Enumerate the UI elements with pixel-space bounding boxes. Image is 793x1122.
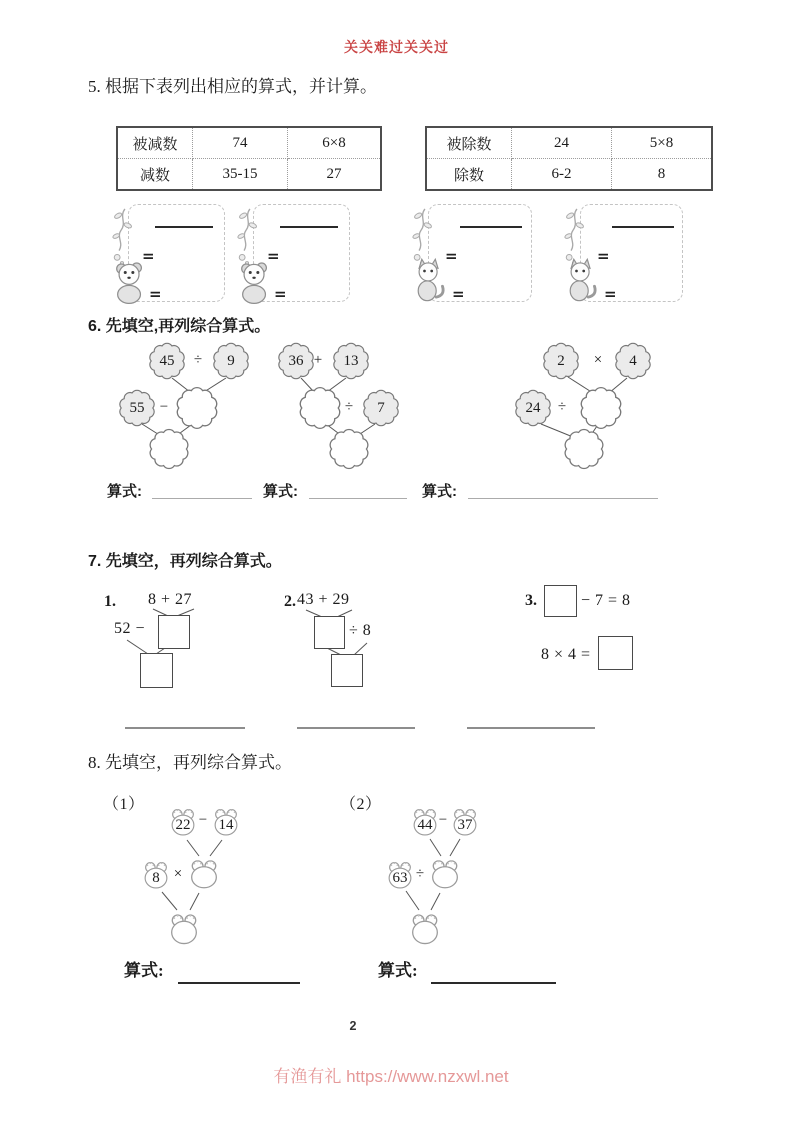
q5-table-division: [425, 126, 713, 191]
item-number: （1）: [103, 796, 145, 813]
flower-bubble-filled: 7: [361, 388, 401, 428]
frog-bubble-filled: 63: [385, 859, 415, 891]
flower-bubble-blank[interactable]: [578, 385, 624, 431]
flower-bubble-filled: 45: [147, 341, 187, 381]
table-cell: 8: [612, 159, 713, 191]
equals-sign: =: [267, 247, 280, 265]
puppy-icon: [111, 259, 149, 305]
expression-label: 算式:: [422, 483, 457, 500]
q6-title: 6. 先填空,再列综合算式。: [88, 318, 271, 335]
expression-label: 算式:: [263, 483, 298, 500]
expression-text: ÷ 8: [349, 622, 372, 639]
flower-bubble-blank[interactable]: [174, 385, 220, 431]
item-number: 3.: [525, 592, 537, 609]
frog-bubble-blank[interactable]: [428, 857, 462, 891]
table-cell: 74: [193, 127, 288, 159]
equals-sign: =: [149, 285, 162, 303]
operator: −: [159, 399, 169, 415]
answer-blank-line[interactable]: [155, 226, 213, 228]
operator: +: [313, 352, 323, 368]
table-cell: 6×8: [288, 127, 382, 159]
expression-label: 算式:: [378, 961, 418, 980]
q7-title: 7. 先填空，再列综合算式。: [88, 553, 282, 570]
equals-sign: =: [274, 285, 287, 303]
table-cell: 5×8: [612, 127, 713, 159]
expression-text: 43 + 29: [297, 591, 350, 608]
answer-blank-line[interactable]: [125, 727, 245, 729]
page-number: 2: [349, 1019, 357, 1033]
frog-bubble-filled: 8: [141, 859, 171, 891]
equals-sign: =: [142, 247, 155, 265]
table-cell: 35-15: [193, 159, 288, 191]
answer-blank-line[interactable]: [612, 226, 674, 228]
flower-bubble-filled: 36: [276, 341, 316, 381]
flower-bubble-blank[interactable]: [297, 385, 343, 431]
flower-bubble-filled: 2: [541, 341, 581, 381]
flower-bubble-filled: 13: [331, 341, 371, 381]
flower-bubble-filled: 9: [211, 341, 251, 381]
equals-sign: =: [597, 247, 610, 265]
operator: ÷: [415, 866, 425, 882]
cat-icon: [411, 255, 447, 305]
expression-blank-line[interactable]: [431, 982, 556, 984]
operator: ×: [593, 352, 603, 368]
operator: −: [438, 812, 448, 828]
flower-bubble-blank[interactable]: [147, 427, 191, 471]
equals-sign: =: [604, 285, 617, 303]
flower-bubble-filled: 24: [513, 388, 553, 428]
row-label-cell: 减数: [117, 159, 193, 191]
flower-bubble-blank[interactable]: [562, 427, 606, 471]
equals-sign: =: [445, 247, 458, 265]
operator: −: [198, 812, 208, 828]
q5-table-subtraction: [116, 126, 382, 191]
row-label-cell: 被减数: [117, 127, 193, 159]
flower-bubble-filled: 4: [613, 341, 653, 381]
answer-card: [428, 204, 532, 302]
flower-bubble-blank[interactable]: [327, 427, 371, 471]
answer-blank-line[interactable]: [467, 727, 595, 729]
item-number: （2）: [340, 796, 382, 813]
expression-blank-line[interactable]: [309, 498, 407, 499]
q5-title: 5. 根据下表列出相应的算式，并计算。: [88, 77, 377, 96]
fill-in-box[interactable]: [314, 616, 345, 649]
fill-in-box[interactable]: [331, 654, 363, 687]
table-cell: 27: [288, 159, 382, 191]
operator: ÷: [557, 399, 567, 415]
expression-label: 算式:: [124, 961, 164, 980]
item-number: 1.: [104, 593, 116, 610]
frog-bubble-filled: 14: [211, 806, 241, 838]
frog-bubble-filled: 22: [168, 806, 198, 838]
operator: ÷: [193, 352, 203, 368]
row-label-cell: 被除数: [426, 127, 512, 159]
frog-bubble-blank[interactable]: [187, 857, 221, 891]
expression-text: 8 × 4 =: [541, 646, 591, 663]
watermark-link: 有渔有礼 https://www.nzxwl.net: [273, 1067, 509, 1086]
expression-blank-line[interactable]: [152, 498, 252, 499]
header-slogan: 关关难过关关过: [344, 39, 449, 55]
item-number: 2.: [284, 593, 296, 610]
expression-label: 算式:: [107, 483, 142, 500]
equals-sign: =: [452, 285, 465, 303]
puppy-icon: [236, 259, 274, 305]
expression-text: 52 −: [114, 620, 146, 637]
fill-in-box[interactable]: [158, 615, 190, 649]
expression-blank-line[interactable]: [178, 982, 300, 984]
expression-blank-line[interactable]: [468, 498, 658, 499]
expression-text: − 7 = 8: [581, 592, 631, 609]
q8-title: 8. 先填空，再列综合算式。: [88, 753, 292, 772]
frog-bubble-blank[interactable]: [408, 911, 442, 947]
frog-bubble-blank[interactable]: [167, 911, 201, 947]
answer-blank-line[interactable]: [280, 226, 338, 228]
answer-card: [253, 204, 350, 302]
operator: ×: [173, 866, 183, 882]
table-cell: 6-2: [512, 159, 612, 191]
cat-icon: [563, 255, 599, 305]
operator: ÷: [344, 399, 354, 415]
frog-bubble-filled: 44: [410, 806, 440, 838]
row-label-cell: 除数: [426, 159, 512, 191]
expression-text: 8 + 27: [148, 591, 193, 608]
frog-bubble-filled: 37: [450, 806, 480, 838]
fill-in-box[interactable]: [598, 636, 633, 670]
fill-in-box[interactable]: [140, 653, 173, 688]
answer-card: [580, 204, 683, 302]
table-cell: 24: [512, 127, 612, 159]
answer-card: [128, 204, 225, 302]
fill-in-box[interactable]: [544, 585, 577, 617]
answer-blank-line[interactable]: [297, 727, 415, 729]
answer-blank-line[interactable]: [460, 226, 522, 228]
flower-bubble-filled: 55: [117, 388, 157, 428]
